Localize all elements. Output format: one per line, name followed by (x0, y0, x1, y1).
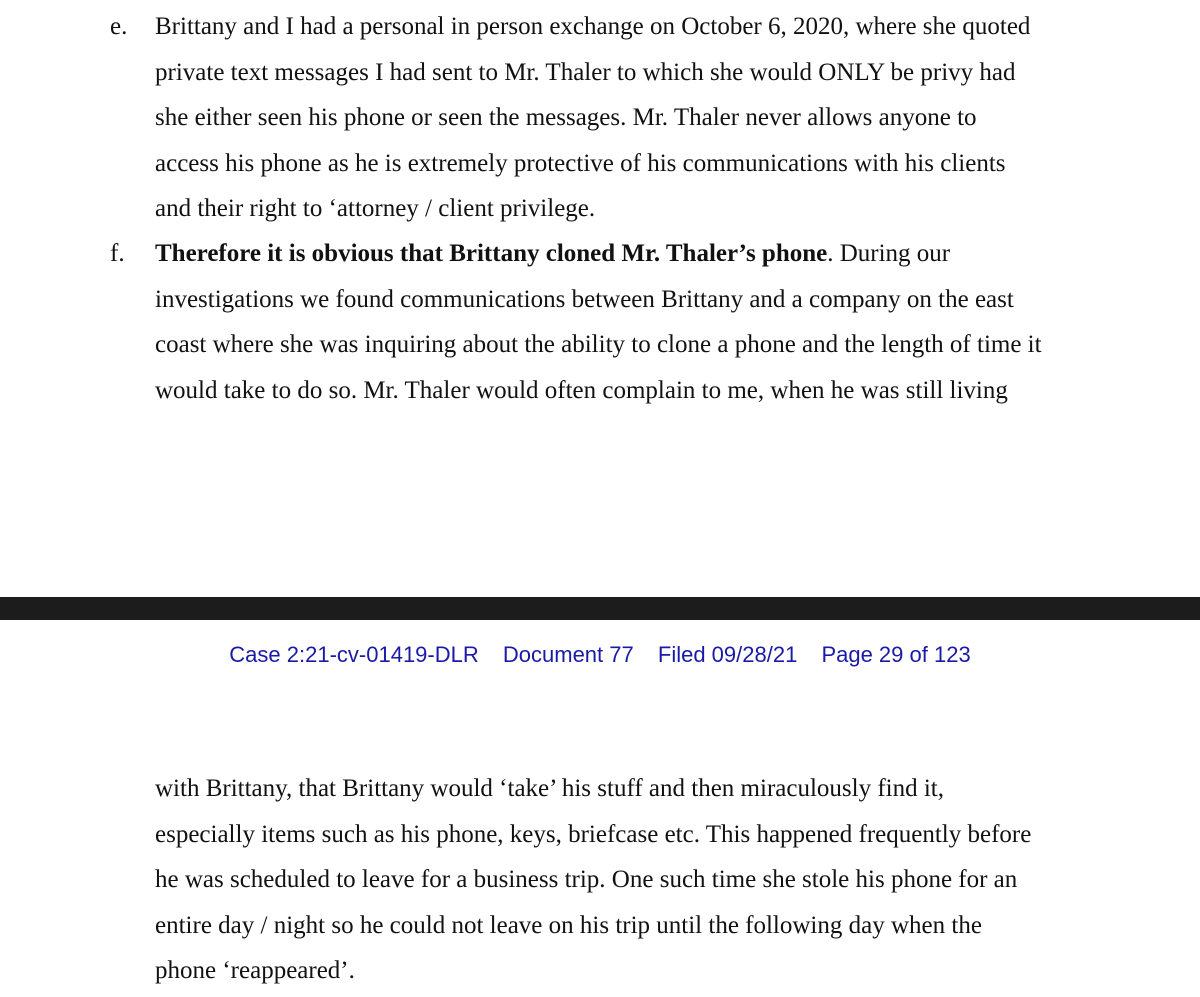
paragraph-line-rest: . During our (827, 240, 951, 267)
page-number: Page 29 of 123 (821, 642, 971, 667)
paragraph-line: entire day / night so he could not leave on his trip until the following day when the (155, 911, 982, 939)
document-number: Document 77 (502, 642, 634, 667)
paragraph-line: access his phone as he is extremely protective of his communications with his clients (155, 149, 1006, 177)
paragraph-line: especially items such as his phone, keys, briefcase etc. This happened frequently before (155, 820, 1032, 848)
paragraph-line: she either seen his phone or seen the messages. Mr. Thaler never allows anyone to (155, 104, 977, 131)
bold-assertion: Therefore it is obvious that Brittany cloned Mr. Thaler’s phone (155, 240, 828, 267)
paragraph-line: would take to do so. Mr. Thaler would often complain to me, when he was still living (155, 376, 1008, 404)
list-item-text (155, 4, 1155, 232)
case-header (0, 642, 1200, 668)
list-item-text (155, 231, 1155, 413)
filed-date: Filed 09/28/21 (657, 642, 798, 667)
paragraph-line: and their right to ‘attorney / client privilege. (155, 195, 596, 222)
paragraph-line: investigations we found communications between Brittany and a company on the east (155, 285, 1014, 313)
paragraph-text (155, 766, 1155, 994)
case-number: Case 2:21-cv-01419-DLR (229, 642, 479, 667)
paragraph-line: he was scheduled to leave for a business trip. One such time she stole his phone for an (155, 866, 1018, 893)
paragraph-line (155, 231, 1155, 277)
list-item-letter: e. (110, 13, 128, 40)
page-break-divider (0, 597, 1200, 620)
paragraph-line: private text messages I had sent to Mr. Thaler to which she would ONLY be privy had (155, 58, 1016, 86)
paragraph-line: phone ‘reappeared’. (155, 957, 355, 984)
paragraph-line: coast where she was inquiring about the ability to clone a phone and the length of time it (155, 331, 1042, 358)
document-page-lower (0, 620, 1200, 997)
paragraph-line: Brittany and I had a personal in person exchange on October 6, 2020, where she quoted (155, 13, 1031, 40)
list-item-letter: f. (110, 240, 125, 267)
paragraph-line: with Brittany, that Brittany would ‘take’ his stuff and then miraculously find it, (155, 775, 944, 802)
